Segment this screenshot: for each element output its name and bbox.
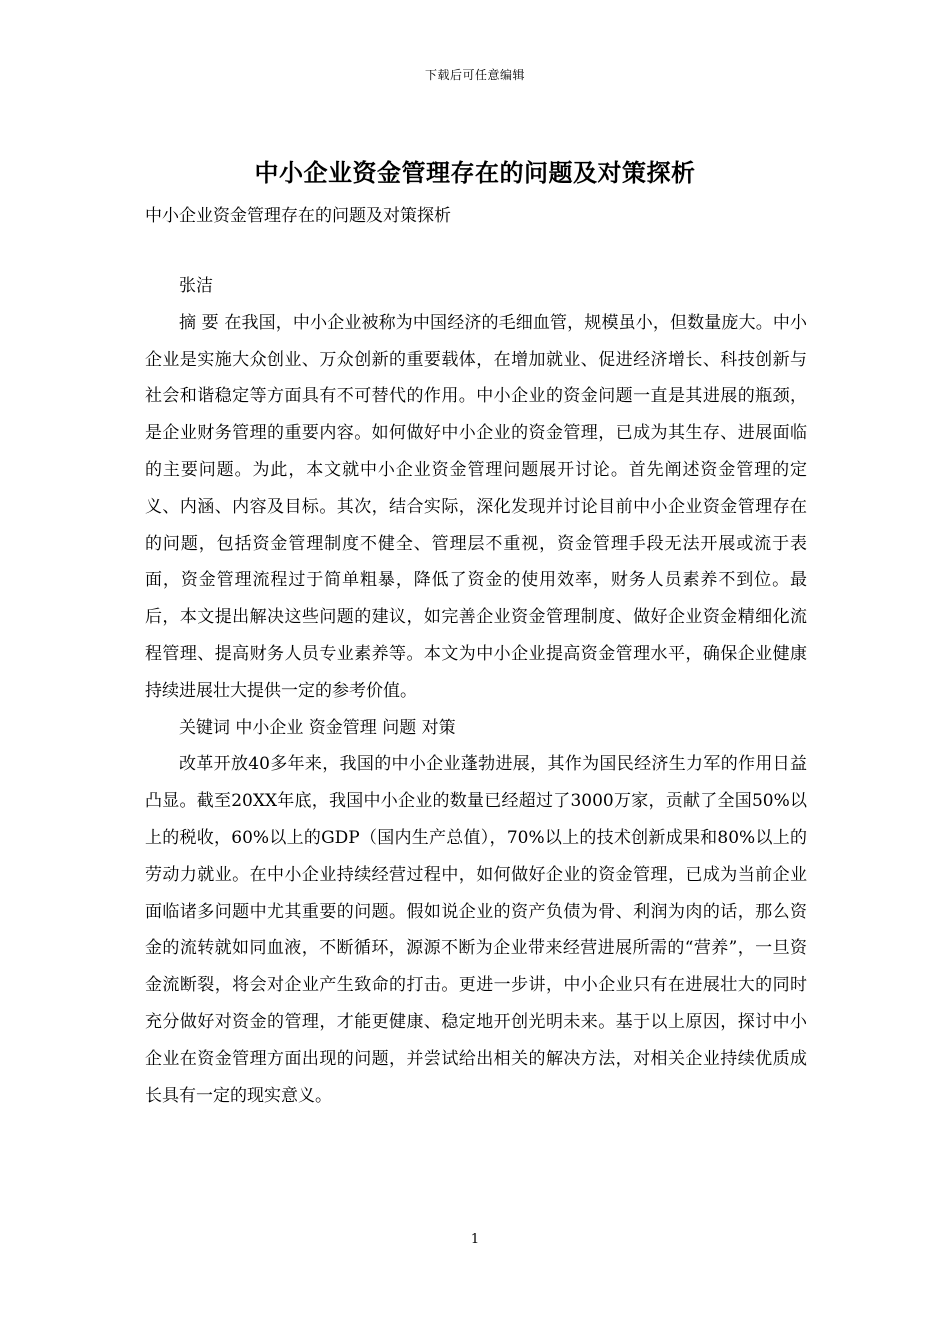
intro-paragraph: 改革开放40多年来，我国的中小企业蓬勃进展，其作为国民经济生力军的作用日益凸显。截至20XX年底，我国中小企业的数量已经超过了3000万家，贡献了全国50%以上的税收，60%以上的GDP（国内生产总值），70%以上的技术创新成果和80%以上的劳动力就业。在中小企业持续经营过程中，如何做好企业的资金管理，已成为当前企业面临诸多问题中尤其重要的问题。假如说企业的资产负债为骨、利润为肉的话，那么资金的流转就如同血液，不断循环，源源不断为企业带来经营进展所需的“营养”，一旦资金流断裂，将会对企业产生致命的打击。更进一步讲，中小企业只有在进展壮大的同时充分做好对资金的管理，才能更健康、稳定地开创光明未来。基于以上原因，探讨中小企业在资金管理方面出现的问题，并尝试给出相关的解决方法，对相关企业持续优质成长具有一定的现实意义。 <box>145 754 807 1106</box>
author-line: 张洁 <box>179 276 213 296</box>
abstract-paragraph: 摘 要 在我国，中小企业被称为中国经济的毛细血管，规模虽小，但数量庞大。中小企业是实施大众创业、万众创新的重要载体，在增加就业、促进经济增长、科技创新与社会和谐稳定等方面具有不可替代的作用。中小企业的资金问题一直是其进展的瓶颈，是企业财务管理的重要内容。如何做好中小企业的资金管理，已成为其生存、进展面临的主要问题。为此，本文就中小企业资金管理问题展开讨论。首先阐述资金管理的定义、内涵、内容及目标。其次，结合实际，深化发现并讨论目前中小企业资金管理存在的问题，包括资金管理制度不健全、管理层不重视，资金管理手段无法开展或流于表面，资金管理流程过于简单粗暴，降低了资金的使用效率，财务人员素养不到位。最后，本文提出解决这些问题的建议，如完善企业资金管理制度、做好企业资金精细化流程管理、提高财务人员专业素养等。本文为中小企业提高资金管理水平，确保企业健康持续进展壮大提供一定的参考价值。 <box>145 312 807 701</box>
page-header: 下载后可任意编辑 <box>424 68 525 82</box>
document-title: 中小企业资金管理存在的问题及对策探析 <box>254 158 696 187</box>
document-subtitle: 中小企业资金管理存在的问题及对策探析 <box>145 206 451 226</box>
page-number: 1 <box>470 1232 480 1247</box>
keywords-line: 关键词 中小企业 资金管理 问题 对策 <box>179 717 456 738</box>
document-body <box>145 268 807 1114</box>
